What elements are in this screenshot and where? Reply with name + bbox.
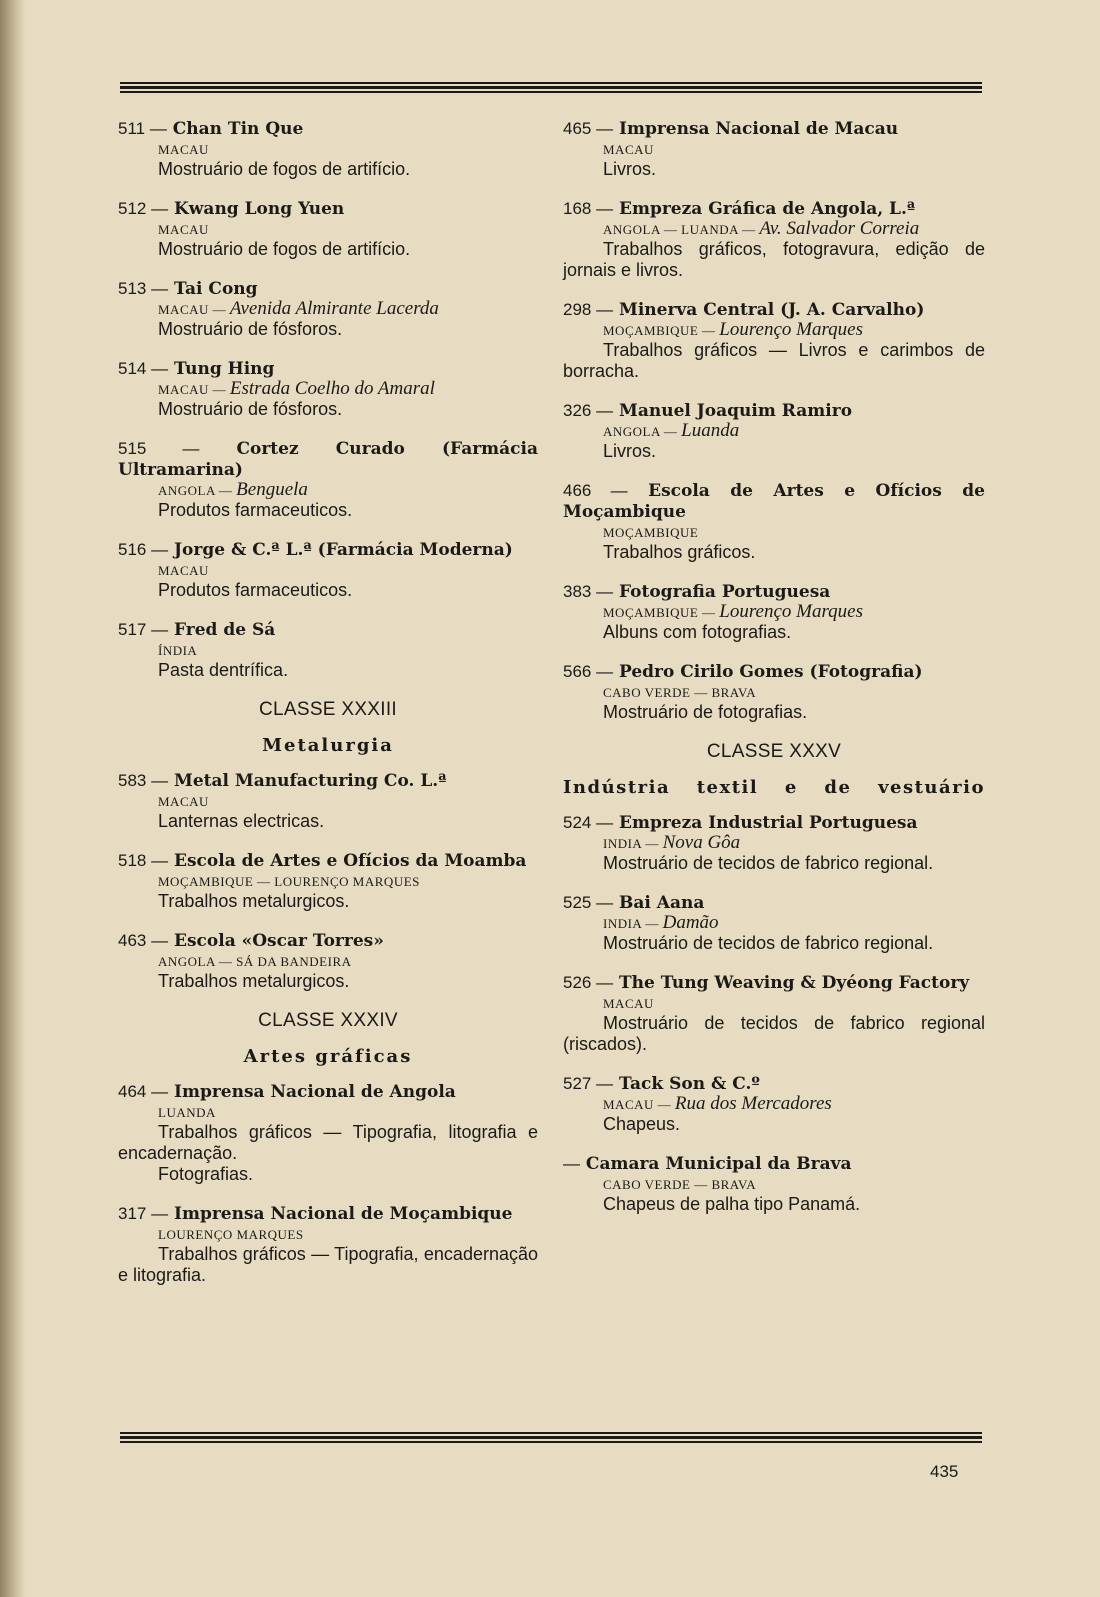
catalog-entry: [563, 661, 985, 723]
exhibitor-name: Empreza Industrial Portuguesa: [619, 813, 918, 833]
exhibitor-name: Metal Manufacturing Co. L.ª: [174, 771, 447, 791]
entry-location: [118, 872, 538, 891]
exhibitor-name: Imprensa Nacional de Macau: [619, 119, 899, 139]
entry-number: 515 —: [118, 439, 200, 458]
entry-location: [563, 914, 985, 933]
entry-heading: [563, 581, 985, 603]
entry-description: Mostruário de tecidos de fabrico regional (riscados).: [563, 1013, 985, 1054]
location-region: MOÇAMBIQUE — LOURENÇO MARQUES: [158, 874, 420, 889]
section-title: Artes gráficas: [243, 1046, 413, 1067]
catalog-entry: [118, 118, 538, 180]
exhibitor-name: Fred de Sá: [174, 620, 276, 640]
location-region: MACAU: [158, 142, 209, 157]
catalog-entry: [118, 619, 538, 681]
entry-number: —: [563, 1154, 580, 1173]
entry-heading: [563, 400, 985, 422]
catalog-entry: [118, 1081, 538, 1185]
location-region: INDIA —: [603, 916, 659, 931]
entry-description-extra: Fotografias.: [158, 1164, 254, 1184]
location-address: Avenida Almirante Lacerda: [229, 298, 439, 319]
page-gutter-shadow: [0, 0, 26, 1597]
entry-description: Trabalhos gráficos — Livros e carimbos de borracha.: [563, 340, 985, 381]
entry-description: Lanternas electricas.: [158, 811, 325, 831]
entry-location: [118, 561, 538, 580]
catalog-entry: [563, 581, 985, 643]
entry-description: Trabalhos gráficos.: [603, 542, 756, 562]
entry-heading: [118, 438, 538, 481]
location-region: MACAU: [603, 996, 654, 1011]
catalog-entry: [118, 930, 538, 992]
location-region: ANGOLA — SÁ DA BANDEIRA: [158, 954, 352, 969]
exhibitor-name: Bai Aana: [619, 893, 705, 913]
right-column: [563, 118, 985, 1233]
entry-location: [118, 380, 538, 399]
entry-heading: [563, 1153, 985, 1175]
entry-location: [563, 422, 985, 441]
entry-location: [563, 1175, 985, 1194]
exhibitor-name: Imprensa Nacional de Moçambique: [174, 1204, 513, 1224]
location-region: LOURENÇO MARQUES: [158, 1227, 304, 1242]
exhibitor-name: Pedro Cirilo Gomes (Fotografia): [619, 662, 923, 682]
location-region: MACAU: [158, 222, 209, 237]
entry-heading: [563, 1073, 985, 1095]
entry-number: 383 —: [563, 582, 614, 601]
location-address: Lourenço Marques: [719, 601, 864, 622]
catalog-entry: [118, 850, 538, 912]
entry-heading: [563, 892, 985, 914]
location-region: LUANDA: [158, 1105, 216, 1120]
class-title: CLASSE XXXV: [706, 741, 842, 762]
catalog-entry: [563, 198, 985, 281]
entry-description: Trabalhos gráficos — Tipografia, litografia e encadernação.: [118, 1122, 538, 1163]
exhibitor-name: Cortez Curado (Farmácia Ultramarina): [118, 439, 538, 480]
entry-location: [118, 1103, 538, 1122]
exhibitor-name: Fotografia Portuguesa: [619, 582, 831, 602]
entry-heading: [118, 118, 538, 140]
entry-number: 465 —: [563, 119, 614, 138]
location-region: ANGOLA — LUANDA —: [603, 222, 756, 237]
entry-location: [118, 300, 538, 319]
location-region: MACAU: [158, 563, 209, 578]
entry-heading: [563, 661, 985, 683]
location-region: INDIA —: [603, 836, 659, 851]
entry-number: 583 —: [118, 771, 169, 790]
location-region: MOÇAMBIQUE: [603, 525, 699, 540]
entry-heading: [563, 972, 985, 994]
location-address: Estrada Coelho do Amaral: [229, 378, 435, 399]
location-address: Benguela: [236, 479, 308, 500]
entry-heading: [563, 812, 985, 834]
location-address: Damão: [662, 912, 719, 933]
entry-number: 526 —: [563, 973, 614, 992]
left-column: [118, 118, 538, 1304]
entry-heading: [563, 118, 985, 140]
entry-heading: [118, 930, 538, 952]
exhibitor-name: Jorge & C.ª L.ª (Farmácia Moderna): [174, 540, 513, 560]
entry-heading: [118, 539, 538, 561]
location-region: MOÇAMBIQUE —: [603, 605, 716, 620]
entry-number: 525 —: [563, 893, 614, 912]
entry-heading: [118, 619, 538, 641]
location-address: Lourenço Marques: [719, 319, 864, 340]
entry-location: [563, 834, 985, 853]
location-address: Av. Salvador Correia: [759, 218, 920, 239]
location-region: MACAU: [158, 794, 209, 809]
page-number: 435: [930, 1462, 959, 1481]
entry-number: 466 —: [563, 481, 628, 500]
entry-location: [118, 220, 538, 239]
entry-location: [118, 792, 538, 811]
entry-location: [563, 1095, 985, 1114]
location-address: Nova Gôa: [662, 832, 741, 853]
entry-number: 517 —: [118, 620, 169, 639]
entry-location: [563, 994, 985, 1013]
entry-number: 463 —: [118, 931, 169, 950]
catalog-entry: [563, 299, 985, 382]
entry-number: 513 —: [118, 279, 169, 298]
entry-heading: [563, 198, 985, 220]
location-region: ÍNDIA: [158, 643, 198, 658]
entry-heading: [563, 299, 985, 321]
location-region: CABO VERDE — BRAVA: [603, 685, 757, 700]
catalog-entry: [118, 198, 538, 260]
exhibitor-name: Empreza Gráfica de Angola, L.ª: [619, 199, 916, 219]
entry-description: Trabalhos gráficos, fotogravura, edição de jornais e livros.: [563, 239, 985, 280]
entry-number: 317 —: [118, 1204, 169, 1223]
exhibitor-name: Escola de Artes e Ofícios da Moamba: [174, 851, 527, 871]
location-region: MACAU —: [158, 302, 227, 317]
entry-location: [563, 683, 985, 702]
entry-description: Mostruário de tecidos de fabrico regional.: [603, 933, 934, 953]
entry-description: Chapeus de palha tipo Panamá.: [603, 1194, 861, 1214]
exhibitor-name: Tai Cong: [174, 279, 258, 299]
entry-description: Trabalhos metalurgicos.: [158, 891, 350, 911]
entry-location: [563, 603, 985, 622]
entry-description: Produtos farmaceuticos.: [158, 580, 353, 600]
catalog-entry: [118, 358, 538, 420]
catalog-entry: [118, 438, 538, 521]
exhibitor-name: Tack Son & C.º: [619, 1074, 760, 1094]
exhibitor-name: Imprensa Nacional de Angola: [174, 1082, 456, 1102]
entry-description: Albuns com fotografias.: [603, 622, 792, 642]
catalog-entry: [118, 539, 538, 601]
entry-heading: [118, 278, 538, 300]
exhibitor-name: Escola «Oscar Torres»: [174, 931, 384, 951]
entry-number: 516 —: [118, 540, 169, 559]
catalog-entry: [563, 892, 985, 954]
entry-number: 326 —: [563, 401, 614, 420]
entry-description: Mostruário de fogos de artifício.: [158, 239, 411, 259]
entry-heading: [118, 850, 538, 872]
exhibitor-name: Escola de Artes e Ofícios de Moçambique: [563, 481, 985, 522]
catalog-entry: [563, 1073, 985, 1135]
entry-number: 524 —: [563, 813, 614, 832]
entry-description: Produtos farmaceuticos.: [158, 500, 353, 520]
bottom-rule: [120, 1432, 982, 1445]
location-region: MOÇAMBIQUE —: [603, 323, 716, 338]
section-title: Metalurgia: [262, 735, 394, 756]
entry-description: Trabalhos gráficos — Tipografia, encadernação e litografia.: [118, 1244, 538, 1285]
entry-description: Trabalhos metalurgicos.: [158, 971, 350, 991]
entry-location: [563, 523, 985, 542]
entry-number: 518 —: [118, 851, 169, 870]
catalog-entry: [563, 400, 985, 462]
entry-heading: [118, 770, 538, 792]
entry-location: [563, 140, 985, 159]
catalog-entry: [118, 770, 538, 832]
entry-description: Livros.: [603, 441, 657, 461]
catalog-entry: [563, 1153, 985, 1215]
entry-number: 512 —: [118, 199, 169, 218]
entry-location: [118, 140, 538, 159]
entry-description: Mostruário de fotografias.: [603, 702, 808, 722]
class-title: CLASSE XXXIII: [258, 699, 397, 720]
entry-heading: [118, 198, 538, 220]
section-title: Indústria textil e de vestuário: [563, 777, 985, 798]
catalog-entry: [563, 480, 985, 563]
entry-heading: [563, 480, 985, 523]
entry-description: Livros.: [603, 159, 657, 179]
entry-location: [118, 641, 538, 660]
entry-location: [563, 321, 985, 340]
exhibitor-name: Chan Tin Que: [172, 119, 304, 139]
entry-location: [118, 952, 538, 971]
exhibitor-name: Kwang Long Yuen: [174, 199, 345, 219]
entry-number: 566 —: [563, 662, 614, 681]
entry-description: Mostruário de fósforos.: [158, 319, 343, 339]
entry-location: [563, 220, 985, 239]
catalog-entry: [118, 1203, 538, 1286]
entry-heading: [118, 358, 538, 380]
location-region: ANGOLA —: [158, 483, 233, 498]
location-region: MACAU: [603, 142, 654, 157]
entry-location: [118, 481, 538, 500]
location-region: MACAU —: [603, 1097, 672, 1112]
entry-heading: [118, 1081, 538, 1103]
entry-number: 527 —: [563, 1074, 614, 1093]
exhibitor-name: Camara Municipal da Brava: [585, 1154, 852, 1174]
entry-number: 298 —: [563, 300, 614, 319]
exhibitor-name: Minerva Central (J. A. Carvalho): [619, 300, 925, 320]
top-rule: [120, 82, 982, 95]
catalog-entry: [563, 972, 985, 1055]
entry-description: Chapeus.: [603, 1114, 681, 1134]
catalog-entry: [563, 118, 985, 180]
entry-number: 511 —: [118, 119, 167, 138]
entry-description: Mostruário de fósforos.: [158, 399, 343, 419]
entry-number: 168 —: [563, 199, 614, 218]
exhibitor-name: The Tung Weaving & Dyéong Factory: [619, 973, 970, 993]
catalog-entry: [563, 812, 985, 874]
exhibitor-name: Tung Hing: [174, 359, 275, 379]
entry-description: Mostruário de tecidos de fabrico regional.: [603, 853, 934, 873]
location-address: Luanda: [681, 420, 740, 441]
location-region: MACAU —: [158, 382, 227, 397]
location-region: ANGOLA —: [603, 424, 678, 439]
location-region: CABO VERDE — BRAVA: [603, 1177, 757, 1192]
entry-number: 514 —: [118, 359, 169, 378]
class-title: CLASSE XXXIV: [258, 1010, 398, 1031]
exhibitor-name: Manuel Joaquim Ramiro: [619, 401, 853, 421]
entry-description: Mostruário de fogos de artifício.: [158, 159, 411, 179]
entry-description: Pasta dentrífica.: [158, 660, 289, 680]
entry-heading: [118, 1203, 538, 1225]
location-address: Rua dos Mercadores: [674, 1093, 832, 1114]
catalog-entry: [118, 278, 538, 340]
entry-number: 464 —: [118, 1082, 169, 1101]
entry-location: [118, 1225, 538, 1244]
